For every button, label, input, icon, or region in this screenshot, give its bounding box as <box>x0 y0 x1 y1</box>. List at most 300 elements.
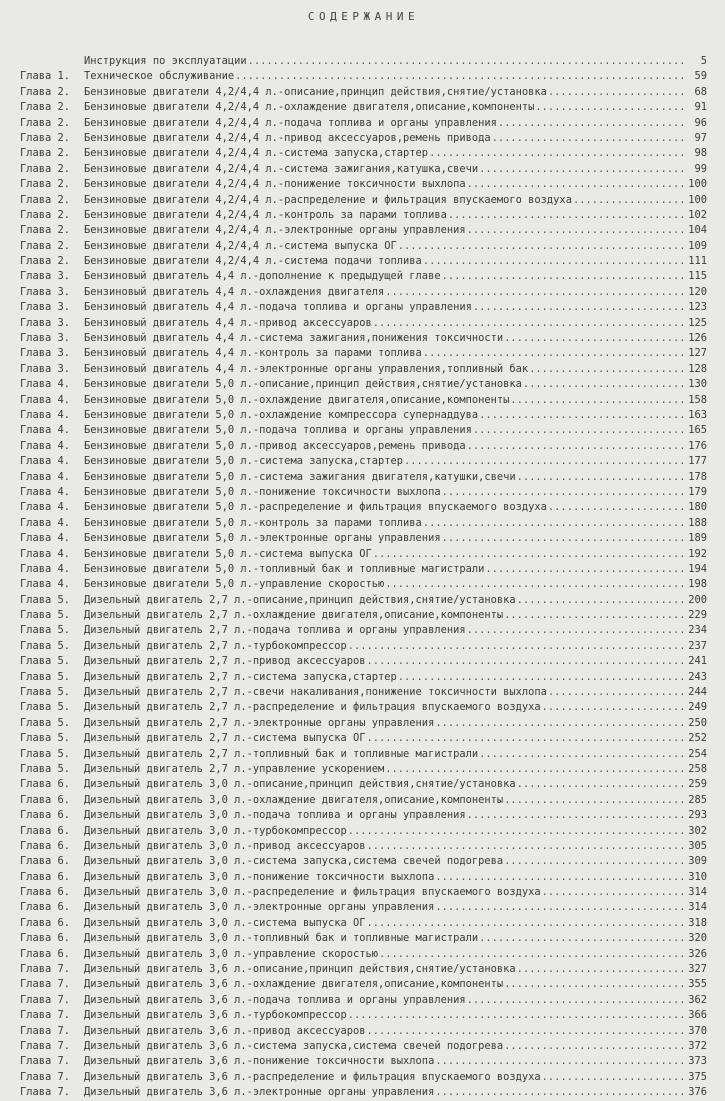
toc-chapter: Глава 5. <box>20 716 71 729</box>
dot-leader <box>248 54 688 69</box>
toc-page-number: 370 <box>688 1024 707 1037</box>
toc-title: Дизельный двигатель 2,7 л.-привод аксессуаров <box>84 655 366 668</box>
toc-chapter: Глава 4. <box>20 470 71 483</box>
toc-page-number: 91 <box>694 101 707 114</box>
dot-leader <box>573 193 687 208</box>
toc-page-number: 188 <box>688 516 707 529</box>
toc-title: Бензиновые двигатели 4,2/4,4 л.-электронные органы управления <box>84 224 466 237</box>
toc-page-number: 130 <box>688 378 707 391</box>
toc-chapter: Глава 4. <box>20 424 71 437</box>
toc-entry <box>20 393 707 408</box>
toc-entry <box>20 285 707 300</box>
toc-title: Бензиновый двигатель 4,4 л.-система зажигания,понижения токсичности <box>84 332 504 345</box>
toc-chapter: Глава 5. <box>20 593 71 606</box>
toc-chapter: Глава 4. <box>20 516 71 529</box>
toc-title: Дизельный двигатель 2,7 л.-подача топлива и органы управления <box>84 624 466 637</box>
toc-page-number: 98 <box>694 147 707 160</box>
toc-title: Бензиновые двигатели 5,0 л.-подача топлива и органы управления <box>84 424 472 437</box>
dot-leader <box>423 254 687 269</box>
toc-chapter: Глава 5. <box>20 639 71 652</box>
toc-chapter: Глава 5. <box>20 655 71 668</box>
dot-leader <box>535 100 688 115</box>
toc-chapter: Глава 6. <box>20 932 71 945</box>
toc-chapter: Глава 2. <box>20 239 71 252</box>
toc-entry <box>20 716 707 731</box>
dot-leader <box>442 485 688 500</box>
toc-entry <box>20 116 707 131</box>
toc-title: Бензиновые двигатели 5,0 л.-система зажигания двигателя,катушки,свечи <box>84 470 516 483</box>
toc-page-number: 320 <box>688 932 707 945</box>
toc-page-number: 178 <box>688 470 707 483</box>
toc-entry <box>20 362 707 377</box>
dot-leader <box>467 993 688 1008</box>
toc-chapter: Глава 4. <box>20 439 71 452</box>
toc-page-number: 194 <box>688 562 707 575</box>
toc-chapter: Глава 4. <box>20 547 71 560</box>
toc-entry <box>20 747 707 762</box>
toc-title: Бензиновые двигатели 5,0 л.-топливный бак и топливные магистрали <box>84 562 485 575</box>
toc-page-number: 96 <box>694 116 707 129</box>
toc-entry <box>20 470 707 485</box>
dot-leader <box>473 300 687 315</box>
toc-title: Дизельный двигатель 2,7 л.-топливный бак и топливные магистрали <box>84 747 479 760</box>
toc-chapter: Глава 7. <box>20 1009 71 1022</box>
dot-leader <box>517 777 688 792</box>
toc-title: Бензиновый двигатель 4,4 л.-привод аксессуаров <box>84 316 372 329</box>
toc-chapter: Глава 1. <box>20 70 71 83</box>
dot-leader <box>367 1024 688 1039</box>
toc-page-number: 237 <box>688 639 707 652</box>
toc-page-number: 158 <box>688 393 707 406</box>
toc-entry <box>20 439 707 454</box>
dot-leader <box>510 393 687 408</box>
toc-chapter: Глава 7. <box>20 993 71 1006</box>
dot-leader <box>423 516 687 531</box>
toc-title: Дизельный двигатель 3,0 л.-управление скоростью <box>84 947 379 960</box>
toc-chapter: Глава 2. <box>20 255 71 268</box>
toc-chapter: Глава 6. <box>20 870 71 883</box>
toc-title: Дизельный двигатель 3,6 л.-электронные органы управления <box>84 1086 435 1099</box>
toc-chapter: Глава 3. <box>20 285 71 298</box>
toc-chapter: Глава 5. <box>20 747 71 760</box>
toc-page-number: 254 <box>688 747 707 760</box>
toc-chapter: Глава 6. <box>20 809 71 822</box>
toc-chapter: Глава 3. <box>20 301 71 314</box>
toc-page-number: 59 <box>694 70 707 83</box>
toc-title: Дизельный двигатель 2,7 л.-управление ускорением <box>84 762 385 775</box>
toc-title: Дизельный двигатель 2,7 л.-распределение и фильтрация впускаемого воздуха <box>84 701 541 714</box>
toc-entry <box>20 69 707 84</box>
toc-page-number: 128 <box>688 362 707 375</box>
toc-page-number: 326 <box>688 947 707 960</box>
toc-page-number: 109 <box>688 239 707 252</box>
dot-leader <box>485 562 687 577</box>
toc-title: Бензиновые двигатели 4,2/4,4 л.-контроль за парами топлива <box>84 208 447 221</box>
dot-leader <box>517 962 688 977</box>
toc-title: Бензиновые двигатели 4,2/4,4 л.-привод аксессуаров,ремень привода <box>84 131 491 144</box>
toc-title: Дизельный двигатель 3,0 л.-система запуска,система свечей подогрева <box>84 855 504 868</box>
toc-page-number: 123 <box>688 301 707 314</box>
dot-leader <box>504 793 687 808</box>
toc-chapter: Глава 7. <box>20 978 71 991</box>
toc-title: Дизельный двигатель 3,6 л.-описание,принцип действия,снятие/установка <box>84 963 516 976</box>
dot-leader <box>367 731 688 746</box>
toc-entry <box>20 177 707 192</box>
toc-page-number: 244 <box>688 686 707 699</box>
toc-page-number: 120 <box>688 285 707 298</box>
toc-entry <box>20 316 707 331</box>
dot-leader <box>479 931 687 946</box>
toc-title: Бензиновый двигатель 4,4 л.-подача топлива и органы управления <box>84 301 472 314</box>
toc-entry <box>20 239 707 254</box>
toc-chapter: Глава 6. <box>20 947 71 960</box>
toc-page-number: 176 <box>688 439 707 452</box>
dot-leader <box>467 623 688 638</box>
toc-title: Бензиновые двигатели 5,0 л.-распределение и фильтрация впускаемого воздуха <box>84 501 547 514</box>
toc-title: Дизельный двигатель 3,6 л.-привод аксессуаров <box>84 1024 366 1037</box>
dot-leader <box>542 1070 688 1085</box>
toc-chapter: Глава 4. <box>20 578 71 591</box>
toc-title: Дизельный двигатель 3,0 л.-система выпуска ОГ <box>84 916 366 929</box>
toc-page-number: 189 <box>688 532 707 545</box>
toc-title: Бензиновые двигатели 4,2/4,4 л.-описание,принцип действия,снятие/установка <box>84 85 547 98</box>
toc-entry <box>20 977 707 992</box>
dot-leader <box>529 362 687 377</box>
dot-leader <box>517 470 688 485</box>
toc-title: Дизельный двигатель 3,0 л.-электронные органы управления <box>84 901 435 914</box>
toc-title: Бензиновый двигатель 4,4 л.-контроль за парами топлива <box>84 347 422 360</box>
toc-title: Дизельный двигатель 3,0 л.-понижение токсичности выхлопа <box>84 870 435 883</box>
dot-leader <box>429 146 688 161</box>
toc-entry <box>20 1008 707 1023</box>
toc-chapter: Глава 6. <box>20 886 71 899</box>
toc-title: Дизельный двигатель 3,6 л.-понижение токсичности выхлопа <box>84 1055 435 1068</box>
toc-entry <box>20 346 707 361</box>
dot-leader <box>379 947 687 962</box>
toc-chapter: Глава 3. <box>20 362 71 375</box>
toc-chapter: Глава 2. <box>20 208 71 221</box>
toc-entry <box>20 423 707 438</box>
dot-leader <box>404 454 687 469</box>
toc-entry <box>20 685 707 700</box>
toc-title: Бензиновые двигатели 4,2/4,4 л.-система зажигания,катушка,свечи <box>84 162 479 175</box>
toc-page-number: 372 <box>688 1040 707 1052</box>
toc-chapter: Глава 6. <box>20 839 71 852</box>
toc-title: Дизельный двигатель 2,7 л.-система выпуска ОГ <box>84 732 366 745</box>
dot-leader <box>348 1008 687 1023</box>
toc-title: Дизельный двигатель 3,0 л.-описание,принцип действия,снятие/установка <box>84 778 516 791</box>
toc-entry <box>20 331 707 346</box>
dot-leader <box>467 439 688 454</box>
dot-leader <box>385 577 687 592</box>
dot-leader <box>523 377 687 392</box>
dot-leader <box>398 239 687 254</box>
toc-title: Дизельный двигатель 3,0 л.-топливный бак и топливные магистрали <box>84 932 479 945</box>
toc-page-number: 293 <box>688 809 707 822</box>
toc-entry <box>20 131 707 146</box>
toc-chapter: Глава 2. <box>20 131 71 144</box>
toc-title: Бензиновые двигатели 5,0 л.-охлаждение компрессора супернаддува <box>84 408 479 421</box>
dot-leader <box>367 839 688 854</box>
toc-title: Бензиновые двигатели 5,0 л.-описание,принцип действия,снятие/установка <box>84 378 522 391</box>
toc-title: Бензиновые двигатели 5,0 л.-привод аксессуаров,ремень привода <box>84 439 466 452</box>
dot-leader <box>385 762 687 777</box>
toc-entry <box>20 1024 707 1039</box>
toc-page-number: 259 <box>688 778 707 791</box>
toc-page-number: 97 <box>694 131 707 144</box>
toc-title: Дизельный двигатель 2,7 л.-электронные органы управления <box>84 716 435 729</box>
dot-leader <box>435 870 687 885</box>
toc-chapter: Глава 4. <box>20 532 71 545</box>
toc-page-number: 126 <box>688 332 707 345</box>
dot-leader <box>504 331 687 346</box>
dot-leader <box>448 208 687 223</box>
toc-page-number: 327 <box>688 963 707 976</box>
toc-entry <box>20 670 707 685</box>
toc-page-number: 355 <box>688 978 707 991</box>
toc-page-number: 376 <box>688 1086 707 1099</box>
toc-page-number: 302 <box>688 824 707 837</box>
toc-chapter: Глава 5. <box>20 686 71 699</box>
toc-chapter: Глава 4. <box>20 378 71 391</box>
toc-entry <box>20 947 707 962</box>
toc-entry <box>20 839 707 854</box>
toc-title: Дизельный двигатель 3,6 л.-охлаждение двигателя,описание,компоненты <box>84 978 504 991</box>
toc-chapter: Глава 2. <box>20 224 71 237</box>
dot-leader <box>235 69 688 84</box>
dot-leader <box>467 808 688 823</box>
toc-page-number: 127 <box>688 347 707 360</box>
toc-title: Бензиновые двигатели 5,0 л.-система выпуска ОГ <box>84 547 372 560</box>
toc-entry <box>20 547 707 562</box>
toc-entry <box>20 223 707 238</box>
toc-title: Бензиновый двигатель 4,4 л.-электронные органы управления,топливный бак <box>84 362 529 375</box>
toc-entry <box>20 1085 707 1100</box>
toc-page-number: 198 <box>688 578 707 591</box>
toc-page-number: 68 <box>694 85 707 98</box>
dot-leader <box>504 1039 687 1054</box>
toc-chapter: Глава 5. <box>20 670 71 683</box>
toc-chapter: Глава 2. <box>20 193 71 206</box>
dot-leader <box>385 285 687 300</box>
toc-entry <box>20 485 707 500</box>
dot-leader <box>373 547 687 562</box>
toc-page-number: 229 <box>688 609 707 622</box>
toc-chapter: Глава 7. <box>20 1055 71 1068</box>
toc-entry <box>20 162 707 177</box>
toc-title: Дизельный двигатель 2,7 л.-описание,принцип действия,снятие/установка <box>84 593 516 606</box>
toc-title: Бензиновые двигатели 5,0 л.-охлаждение двигателя,описание,компоненты <box>84 393 510 406</box>
toc-page-number: 318 <box>688 916 707 929</box>
toc-page-number: 241 <box>688 655 707 668</box>
toc-page-number: 314 <box>688 901 707 914</box>
toc-title: Бензиновые двигатели 4,2/4,4 л.-система подачи топлива <box>84 255 422 268</box>
toc-entry <box>20 962 707 977</box>
toc-entry <box>20 870 707 885</box>
toc-title: Бензиновые двигатели 4,2/4,4 л.-подача топлива и органы управления <box>84 116 497 129</box>
toc-chapter: Глава 2. <box>20 101 71 114</box>
toc-title: Дизельный двигатель 3,0 л.-привод аксессуаров <box>84 839 366 852</box>
toc-page-number: 258 <box>688 762 707 775</box>
toc-page-number: 362 <box>688 993 707 1006</box>
dot-leader <box>492 131 688 146</box>
toc-entry <box>20 54 707 69</box>
toc-entry <box>20 1070 707 1085</box>
toc-entry <box>20 916 707 931</box>
toc-page-number: 250 <box>688 716 707 729</box>
dot-leader <box>398 670 687 685</box>
toc-page-number: 252 <box>688 732 707 745</box>
toc-chapter: Глава 4. <box>20 455 71 468</box>
toc-entry <box>20 254 707 269</box>
toc-title: Дизельный двигатель 3,0 л.-распределение и фильтрация впускаемого воздуха <box>84 886 541 899</box>
toc-page-number: 373 <box>688 1055 707 1068</box>
toc-chapter: Глава 7. <box>20 1024 71 1037</box>
toc-chapter: Глава 7. <box>20 1040 71 1052</box>
toc-chapter: Глава 5. <box>20 609 71 622</box>
toc-page-number: 285 <box>688 793 707 806</box>
toc-chapter: Глава 7. <box>20 963 71 976</box>
dot-leader <box>348 639 687 654</box>
dot-leader <box>442 269 688 284</box>
toc-title: Бензиновые двигатели 5,0 л.-контроль за парами топлива <box>84 516 422 529</box>
toc-chapter: Глава 3. <box>20 270 71 283</box>
toc-title: Дизельный двигатель 3,6 л.-подача топлива и органы управления <box>84 993 466 1006</box>
toc-entry <box>20 377 707 392</box>
toc-page-number: 177 <box>688 455 707 468</box>
toc-chapter: Глава 7. <box>20 1086 71 1099</box>
toc-entry <box>20 562 707 577</box>
toc-chapter: Глава 4. <box>20 562 71 575</box>
toc-entry <box>20 269 707 284</box>
toc-entry <box>20 623 707 638</box>
toc-entry <box>20 577 707 592</box>
toc-page-number: 102 <box>688 208 707 221</box>
toc-title: Техническое обслуживание <box>84 70 235 83</box>
toc-page-number: 234 <box>688 624 707 637</box>
toc-entry <box>20 1054 707 1069</box>
toc-title: Дизельный двигатель 3,6 л.-распределение и фильтрация впускаемого воздуха <box>84 1070 541 1083</box>
toc-chapter: Глава 6. <box>20 778 71 791</box>
toc-chapter: Глава 4. <box>20 501 71 514</box>
toc-title: Дизельный двигатель 2,7 л.-турбокомпрессор <box>84 639 347 652</box>
toc-entry <box>20 777 707 792</box>
dot-leader <box>479 162 688 177</box>
toc-chapter: Глава 6. <box>20 855 71 868</box>
toc-page-number: 115 <box>688 270 707 283</box>
dot-leader <box>479 747 687 762</box>
dot-leader <box>498 116 688 131</box>
dot-leader <box>348 824 687 839</box>
toc-title: Бензиновые двигатели 5,0 л.-управление скоростью <box>84 578 385 591</box>
toc-entry <box>20 900 707 915</box>
toc-page-number: 249 <box>688 701 707 714</box>
toc-title: Бензиновые двигатели 5,0 л.-система запуска,стартер <box>84 455 404 468</box>
toc-page-number: 375 <box>688 1070 707 1083</box>
dot-leader <box>548 85 688 100</box>
toc-entry <box>20 854 707 869</box>
toc-chapter: Глава 4. <box>20 393 71 406</box>
toc-chapter: Глава 6. <box>20 793 71 806</box>
dot-leader <box>504 977 687 992</box>
toc-page-number: 99 <box>694 162 707 175</box>
toc-entry <box>20 639 707 654</box>
toc-title: Дизельный двигатель 3,6 л.-система запуска,система свечей подогрева <box>84 1040 504 1052</box>
toc-chapter: Глава 5. <box>20 732 71 745</box>
dot-leader <box>367 654 688 669</box>
dot-leader <box>517 593 688 608</box>
toc-page-number: 100 <box>688 193 707 206</box>
dot-leader <box>442 531 688 546</box>
toc-title: Бензиновый двигатель 4,4 л.-дополнение к предыдущей главе <box>84 270 441 283</box>
toc-chapter: Глава 5. <box>20 701 71 714</box>
toc-page-number: 163 <box>688 408 707 421</box>
toc-page-number: 179 <box>688 485 707 498</box>
dot-leader <box>435 1054 687 1069</box>
toc-chapter: Глава 3. <box>20 332 71 345</box>
toc-chapter: Глава 6. <box>20 901 71 914</box>
toc-title: Дизельный двигатель 3,0 л.-охлаждение двигателя,описание,компоненты <box>84 793 504 806</box>
dot-leader <box>548 500 687 515</box>
toc-title: Дизельный двигатель 2,7 л.-система запуска,стартер <box>84 670 397 683</box>
toc-chapter: Глава 3. <box>20 347 71 360</box>
dot-leader <box>435 900 687 915</box>
dot-leader <box>548 685 687 700</box>
table-of-contents <box>20 54 707 1101</box>
toc-chapter: Глава 5. <box>20 762 71 775</box>
toc-title: Дизельный двигатель 3,6 л.-турбокомпрессор <box>84 1009 347 1022</box>
toc-page-number: 192 <box>688 547 707 560</box>
toc-entry <box>20 100 707 115</box>
dot-leader <box>473 423 687 438</box>
toc-chapter: Глава 6. <box>20 824 71 837</box>
toc-chapter: Глава 2. <box>20 85 71 98</box>
toc-chapter: Глава 7. <box>20 1070 71 1083</box>
toc-entry <box>20 700 707 715</box>
toc-entry <box>20 993 707 1008</box>
toc-chapter: Глава 5. <box>20 624 71 637</box>
dot-leader <box>435 716 687 731</box>
toc-page-number: 100 <box>688 178 707 191</box>
toc-page-number: 366 <box>688 1009 707 1022</box>
dot-leader <box>467 177 688 192</box>
toc-title: Бензиновые двигатели 4,2/4,4 л.-понижение токсичности выхлопа <box>84 178 466 191</box>
toc-entry <box>20 193 707 208</box>
toc-entry <box>20 762 707 777</box>
toc-title: Инструкция по эксплуатации <box>84 55 247 67</box>
toc-chapter: Глава 2. <box>20 162 71 175</box>
toc-page-number: 111 <box>688 255 707 268</box>
toc-entry <box>20 454 707 469</box>
page-title: СОДЕРЖАНИЕ <box>307 10 420 23</box>
dot-leader <box>423 346 687 361</box>
dot-leader <box>504 854 687 869</box>
toc-entry <box>20 516 707 531</box>
toc-entry <box>20 531 707 546</box>
toc-entry <box>20 208 707 223</box>
toc-entry <box>20 931 707 946</box>
toc-entry <box>20 608 707 623</box>
toc-title: Дизельный двигатель 3,0 л.-подача топлива и органы управления <box>84 809 466 822</box>
toc-chapter: Глава 2. <box>20 178 71 191</box>
toc-page-number: 165 <box>688 424 707 437</box>
toc-title: Бензиновые двигатели 4,2/4,4 л.-система выпуска ОГ <box>84 239 397 252</box>
toc-page-number: 310 <box>688 870 707 883</box>
toc-entry <box>20 146 707 161</box>
toc-title: Бензиновые двигатели 5,0 л.-понижение токсичности выхлопа <box>84 485 441 498</box>
toc-entry <box>20 808 707 823</box>
toc-page-number: 314 <box>688 886 707 899</box>
